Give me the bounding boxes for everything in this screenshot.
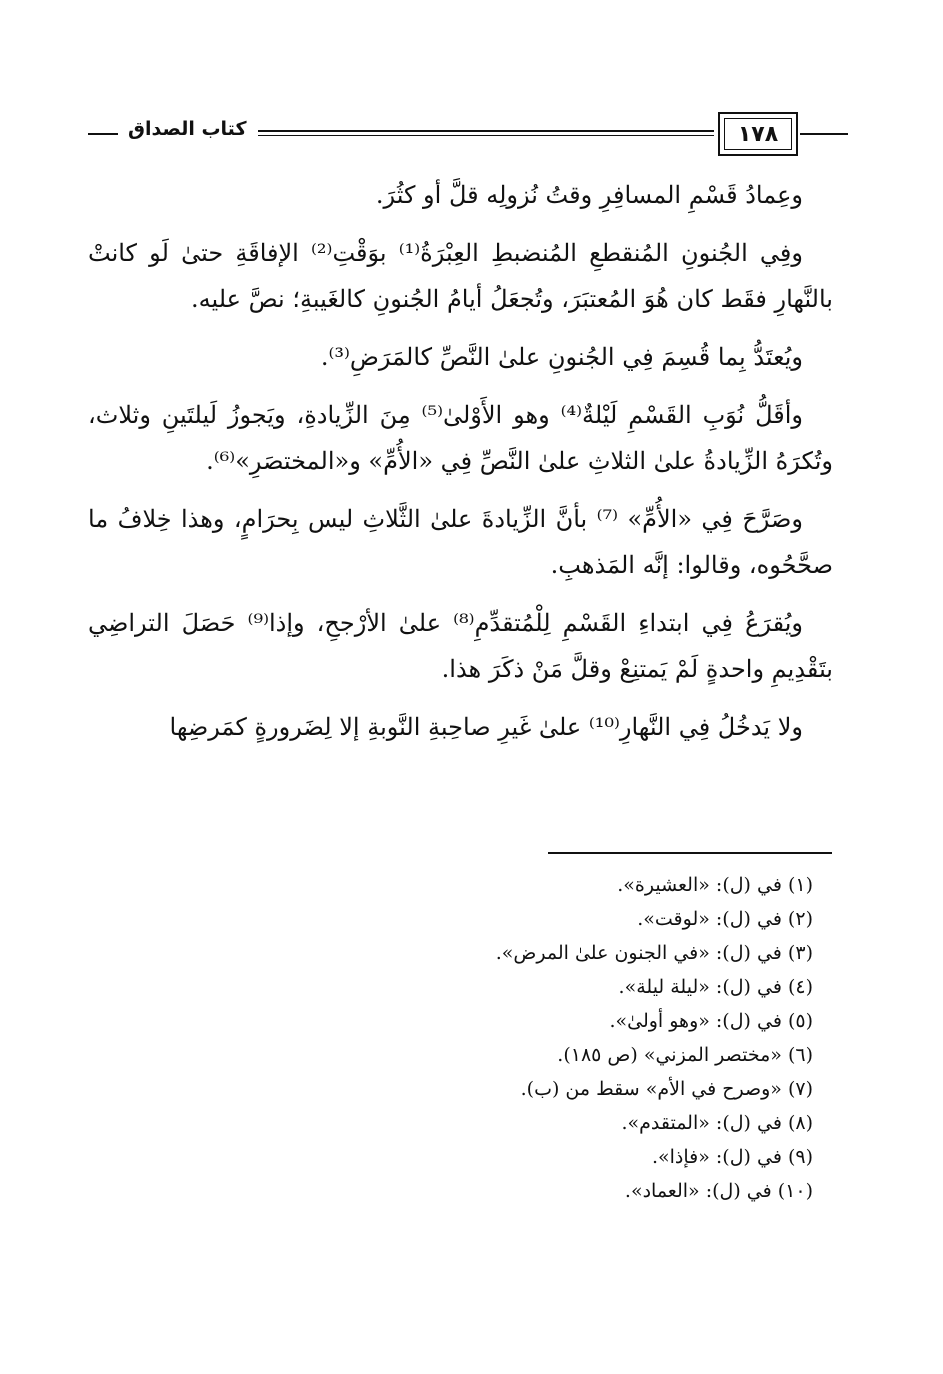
footnote: (٣) في (ل): «في الجنون علىٰ المرض». bbox=[495, 942, 813, 964]
footnote: (٨) في (ل): «المتقدم». bbox=[621, 1112, 813, 1134]
page-number: ١٧٨ bbox=[724, 118, 792, 150]
footnote: (٩) في (ل): «فإذا». bbox=[651, 1146, 813, 1168]
header-rule-left bbox=[88, 133, 118, 135]
footnote: (١) في (ل): «العشيرة». bbox=[617, 874, 813, 896]
running-title: كتاب الصداق bbox=[128, 118, 247, 140]
paragraph: وفِي الجُنونِ المُنقطعِ المُنضبطِ العِبْرَةُ⁽¹⁾ بوَقْتِ⁽²⁾ الإفاقَةِ حتىٰ لَو كانتْ بالنَّهارِ فقَط كان هُوَ المُعتبَرَ، وتُجعَلُ أيامُ الجُنونِ كالغَيبةِ؛ نصَّ عليه. bbox=[88, 239, 833, 313]
footnote: (٤) في (ل): «ليلة ليلة». bbox=[618, 976, 813, 998]
footnote: (٦) «مختصر المزني» (ص ١٨٥). bbox=[557, 1044, 813, 1066]
header-rule-middle-thin bbox=[258, 135, 714, 136]
footnote: (٥) في (ل): «وهو أولىٰ». bbox=[609, 1010, 813, 1032]
main-text bbox=[88, 172, 833, 762]
paragraph: وأقَلُّ نُوَبِ القَسْمِ لَيْلةٌ⁽⁴⁾ وهو الأَوْلىٰ⁽⁵⁾ مِنَ الزِّيادةِ، ويَجوزُ لَيلتَينِ وثلاث، وتُكرَهُ الزِّيادةُ علىٰ الثلاثِ علىٰ النَّصِّ فِي «الأُمِّ» و«المختصَرِ»⁽⁶⁾. bbox=[88, 401, 833, 475]
header-rule-right bbox=[800, 133, 848, 135]
paragraph: وعِمادُ قَسْمِ المسافِرِ وقتُ نُزولِه قلَّ أو كثُرَ. bbox=[375, 181, 803, 209]
header-rule-middle bbox=[258, 130, 714, 132]
paragraph: ويُقرَعُ فِي ابتداءِ القَسْمِ لِلْمُتقدِّمِ⁽⁸⁾ علىٰ الأرْجحِ، وإذا⁽⁹⁾ حَصَلَ التراضِي بتَقْدِيمِ واحدةٍ لَمْ يَمتنِعْ وقلَّ مَنْ ذكَرَ هذا. bbox=[88, 609, 833, 683]
page-number-frame bbox=[718, 112, 798, 156]
footnote: (٢) في (ل): «لوقت». bbox=[637, 908, 813, 930]
footnote-separator bbox=[548, 852, 832, 854]
paragraph: ولا يَدخُلُ فِي النَّهارِ⁽¹⁰⁾ علىٰ غَيرِ صاحِبةِ النَّوبةِ إلا لِضَرورةٍ كمَرضِها bbox=[169, 713, 803, 741]
footnote: (٧) «وصرح في الأم» سقط من (ب). bbox=[520, 1078, 813, 1100]
footnote: (١٠) في (ل): «العماد». bbox=[624, 1180, 813, 1202]
paragraph: ويُعتَدُّ بِما قُسِمَ فِي الجُنونِ علىٰ النَّصِّ كالمَرَضِ⁽³⁾. bbox=[320, 343, 803, 371]
page-header bbox=[88, 112, 848, 162]
footnotes bbox=[88, 868, 813, 1208]
paragraph: وصَرَّحَ فِي «الأُمِّ» ⁽⁷⁾ بأنَّ الزِّيادةَ علىٰ الثَّلاثِ ليس بِحرَامٍ، وهذا خِلافُ ما صحَّحُوه، وقالوا: إنَّه المَذهبِ. bbox=[88, 505, 833, 579]
